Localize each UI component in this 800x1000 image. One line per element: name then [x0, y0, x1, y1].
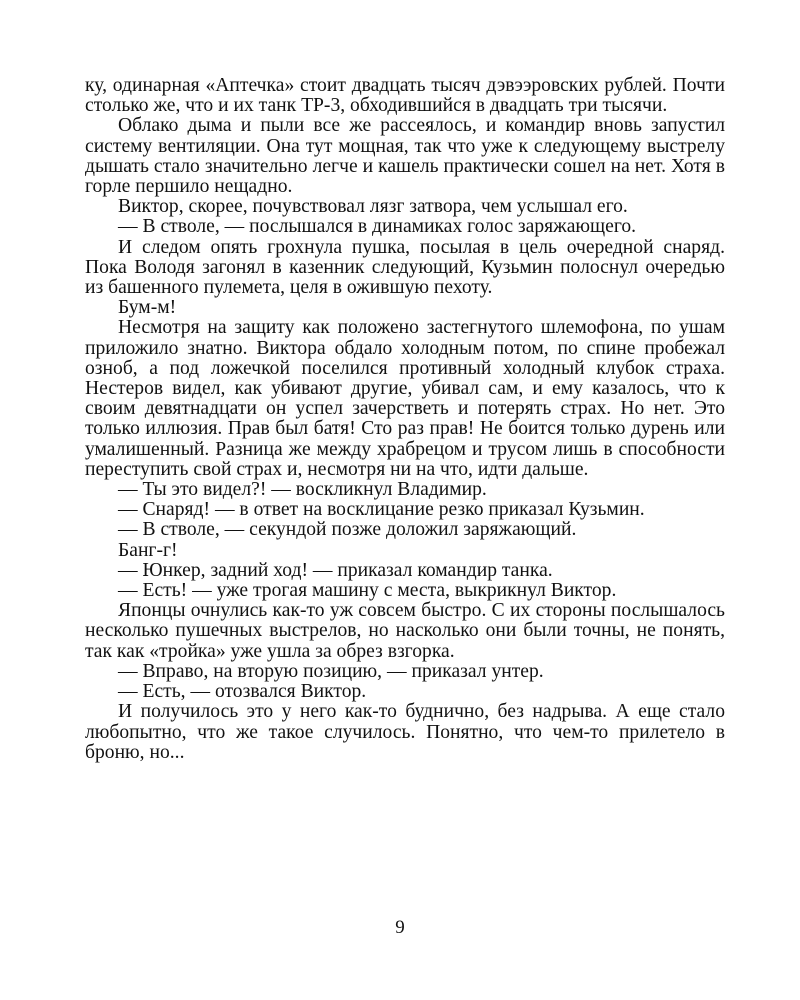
paragraph: — Юнкер, задний ход! — приказал командир танка.	[118, 559, 553, 581]
page-number: 9	[395, 917, 405, 938]
paragraph: ку, одинарная «Аптечка» стоит двадцать тысяч дэвээровских рублей. Почти столько же, что и их танк ТР-3, обходившийся в двадцать три тысячи.	[85, 75, 725, 117]
paragraph: Бум-м!	[118, 297, 177, 319]
paragraph: — Есть! — уже трогая машину с места, выкрикнул Виктор.	[118, 580, 617, 602]
paragraph: — В стволе, — послышался в динамиках голос заряжающего.	[118, 216, 637, 238]
paragraph: И следом опять грохнула пушка, посылая в цель очередной снаряд. Пока Володя загонял в казенник следующий, Кузьмин полоснул очередью из башенного пулемета, целя в ожившую пехоту.	[85, 236, 725, 299]
paragraph: Облако дыма и пыли все же рассеялось, и командир вновь запустил систему вентиляции. Она тут мощная, так что уже к следующему выстрелу дышать стало значительно легче и кашель практически сошел на нет. Хотя в горле першило нещадно.	[85, 115, 725, 198]
paragraph: — Вправо, на вторую позицию, — приказал унтер.	[118, 660, 544, 682]
paragraph: Японцы очнулись как-то уж совсем быстро. С их стороны послышалось несколько пушечных выстрелов, но насколько они были точны, не понять, так как «тройка» уже ушла за обрез взгорка.	[85, 600, 725, 662]
page-body	[85, 76, 725, 763]
paragraph: Банг-г!	[118, 539, 178, 561]
paragraph: И получилось это у него как-то буднично, без надрыва. А еще стало любопытно, что же такое случилось. Понятно, что чем-то прилетело в броню, но...	[85, 701, 725, 763]
paragraph: Несмотря на защиту как положено застегнутого шлемофона, по ушам приложило знатно. Виктора обдало холодным потом, по спине пробежал озноб, а под ложечкой поселился противный холодный клубок страха. Нестеров видел, как убивают другие, убивал сам, и ему казалось, что к своим девятнадцати он успел зачерстветь и потерять страх. Но нет. Это только иллюзия. Прав был батя! Сто раз прав! Не боится только дурень или умалишенный. Разница же между храбрецом и трусом лишь в способности переступить свой страх и, несмотря ни на что, идти дальше.	[85, 317, 725, 480]
paragraph: — В стволе, — секундой позже доложил заряжающий.	[118, 519, 577, 541]
paragraph: — Снаряд! — в ответ на восклицание резко приказал Кузьмин.	[118, 499, 645, 521]
paragraph: — Есть, — отозвался Виктор.	[118, 681, 367, 703]
paragraph: Виктор, скорее, почувствовал лязг затвора, чем услышал его.	[118, 196, 628, 218]
paragraph: — Ты это видел?! — воскликнул Владимир.	[118, 479, 487, 501]
